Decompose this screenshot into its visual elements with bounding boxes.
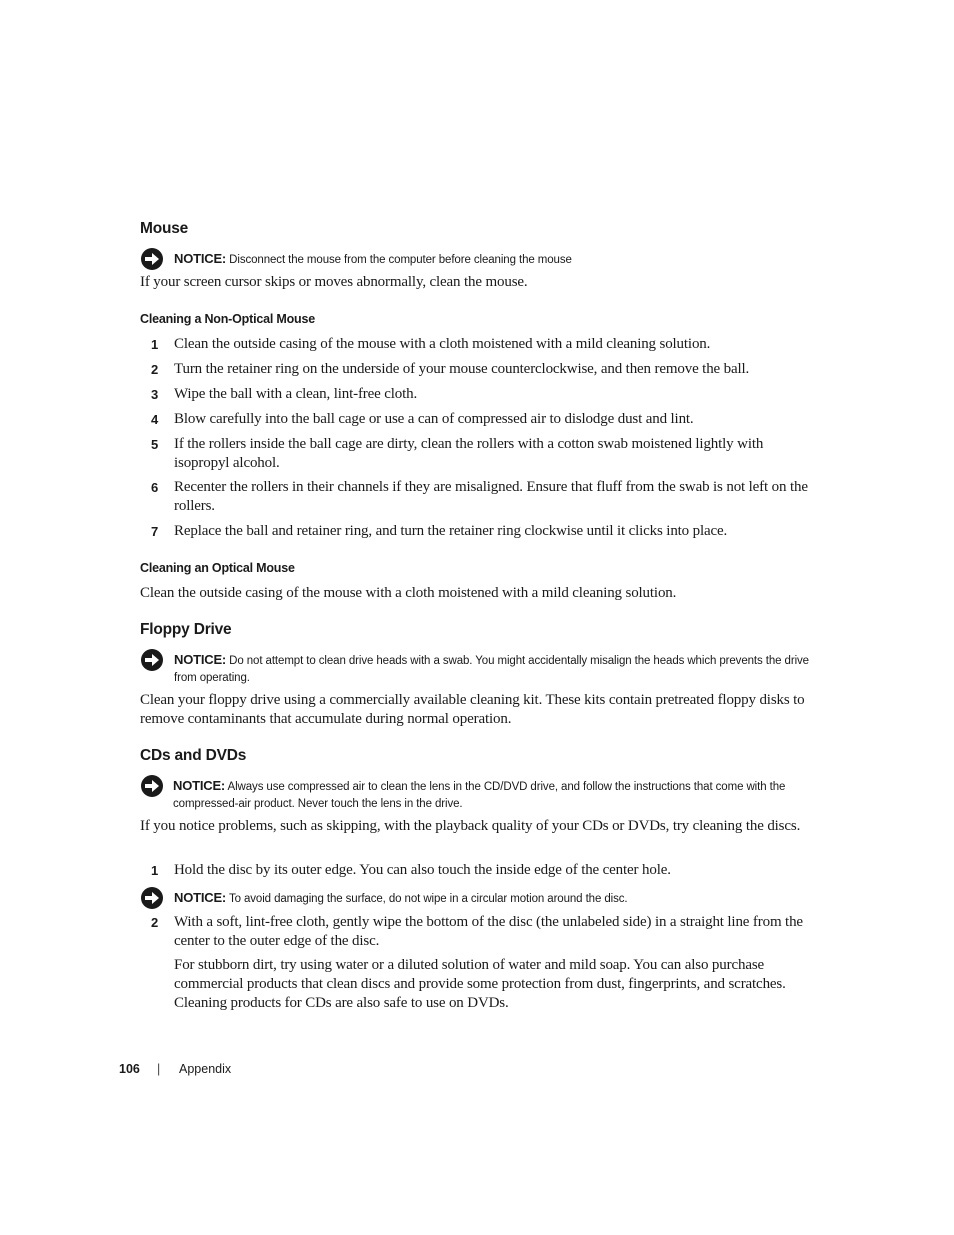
step-number: 3 — [151, 387, 159, 402]
floppy-text: Clean your floppy drive using a commercially available cleaning kit. These kits contain pretreated floppy disks to remove contaminants that accumulate during normal operation. — [140, 692, 805, 727]
notice-label: NOTICE: — [174, 251, 227, 266]
notice-text: Disconnect the mouse from the computer before cleaning the mouse — [229, 254, 572, 266]
notice-label: NOTICE: — [173, 778, 226, 793]
step-text: Turn the retainer ring on the underside of your mouse counterclockwise, and then remove the ball. — [174, 361, 750, 377]
footer-section-name: Appendix — [179, 1062, 232, 1076]
notice-arrow-icon — [140, 886, 164, 910]
notice-arrow-icon — [140, 648, 164, 672]
step-text: With a soft, lint-free cloth, gently wipe the bottom of the disc (the unlabeled side) in a straight line from the center to the outer edge of the disc. — [174, 914, 803, 949]
notice-arrow-icon — [140, 774, 164, 798]
step-number: 2 — [151, 915, 159, 930]
notice-label: NOTICE: — [174, 890, 227, 905]
step-number: 2 — [151, 362, 159, 377]
step-number: 5 — [151, 437, 159, 452]
step-text: Clean the outside casing of the mouse with a cloth moistened with a mild cleaning solution. — [174, 336, 711, 352]
subheading-optical: Cleaning an Optical Mouse — [140, 561, 295, 575]
step-number: 6 — [151, 480, 159, 495]
step-text: Wipe the ball with a clean, lint-free cloth. — [174, 386, 418, 402]
notice-label: NOTICE: — [174, 652, 227, 667]
section-heading-cds: CDs and DVDs — [140, 747, 247, 764]
footer-separator: | — [157, 1062, 161, 1076]
section-heading-mouse: Mouse — [140, 220, 189, 237]
optical-text: Clean the outside casing of the mouse with a cloth moistened with a mild cleaning solution. — [140, 585, 677, 601]
step-text: Hold the disc by its outer edge. You can also touch the inside edge of the center hole. — [174, 862, 671, 878]
step-number: 7 — [151, 524, 159, 539]
notice-text: Always use compressed air to clean the lens in the CD/DVD drive, and follow the instructions that come with the compressed-air product. Never touch the lens in the drive. — [173, 781, 786, 810]
step-text: Replace the ball and retainer ring, and turn the retainer ring clockwise until it clicks into place. — [174, 523, 728, 539]
page-number: 106 — [119, 1062, 140, 1076]
step-continuation: For stubborn dirt, try using water or a diluted solution of water and mild soap. You can also purchase commercial products that clean discs and provide some protection from dust, fingerprints, and scratches. Cleaning products for CDs are also safe to use on DVDs. — [174, 957, 786, 1011]
notice-text: To avoid damaging the surface, do not wipe in a circular motion around the disc. — [228, 893, 628, 905]
step-text: Recenter the rollers in their channels if they are misaligned. Ensure that fluff from the swab is not left on the rollers. — [174, 479, 808, 514]
cds-intro: If you notice problems, such as skipping, with the playback quality of your CDs or DVDs, try cleaning the discs. — [140, 818, 801, 834]
step-text: If the rollers inside the ball cage are dirty, clean the rollers with a cotton swab moistened lightly with isopropyl alcohol. — [174, 436, 764, 471]
notice-text: Do not attempt to clean drive heads with a swab. You might accidentally misalign the heads which prevents the drive from operating. — [174, 655, 809, 684]
step-number: 1 — [151, 337, 159, 352]
step-text: Blow carefully into the ball cage or use a can of compressed air to dislodge dust and lint. — [174, 411, 694, 427]
notice-arrow-icon — [140, 247, 164, 271]
step-number: 1 — [151, 863, 159, 878]
subheading-non-optical: Cleaning a Non-Optical Mouse — [140, 312, 315, 326]
mouse-intro: If your screen cursor skips or moves abnormally, clean the mouse. — [140, 274, 528, 290]
section-heading-floppy: Floppy Drive — [140, 621, 232, 638]
step-number: 4 — [151, 412, 159, 427]
